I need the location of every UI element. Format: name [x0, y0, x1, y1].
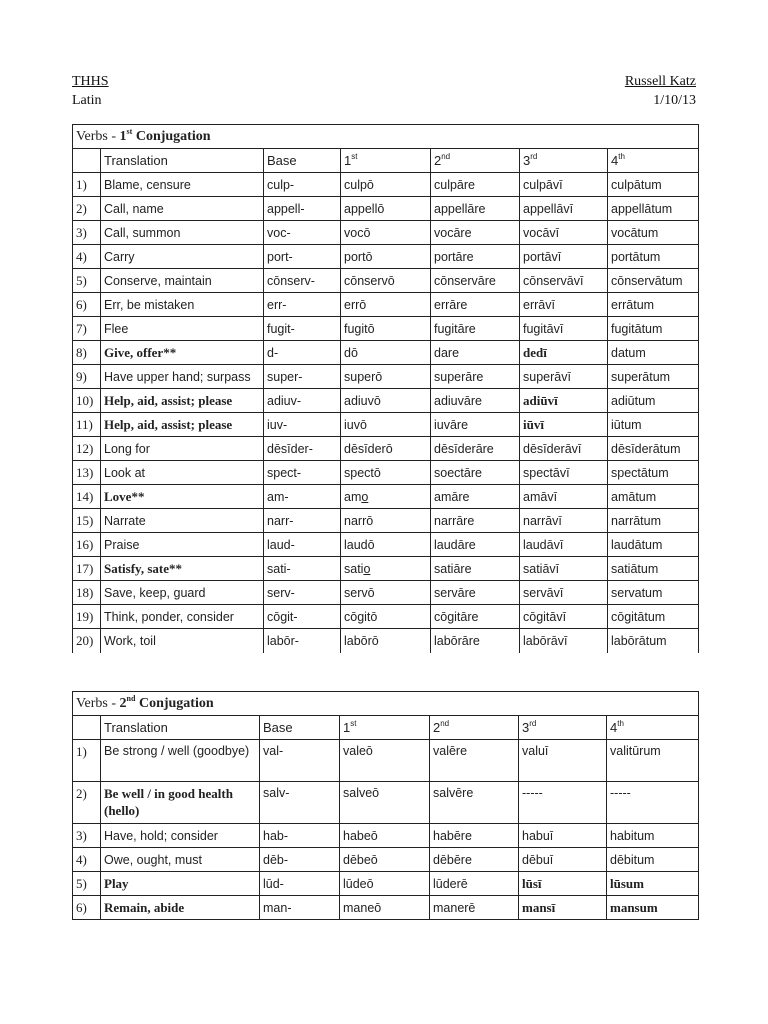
- second-part-cell: soectāre: [431, 461, 520, 485]
- second-part-cell: satiāre: [431, 557, 520, 581]
- table-title: Verbs - 1st Conjugation: [73, 125, 699, 149]
- base-cell: spect-: [264, 461, 341, 485]
- table-row: [73, 782, 699, 824]
- translation-cell: Help, aid, assist; please: [101, 389, 264, 413]
- document-date: 1/10/13: [653, 93, 696, 108]
- third-part-cell: lūsī: [519, 872, 607, 896]
- translation-cell: Conserve, maintain: [101, 269, 264, 293]
- row-number: 1): [73, 173, 101, 197]
- fourth-part-cell: appellātum: [608, 197, 699, 221]
- table-row: [73, 605, 699, 629]
- fourth-part-cell: fugitātum: [608, 317, 699, 341]
- header-base: Base: [260, 716, 340, 740]
- second-part-cell: portāre: [431, 245, 520, 269]
- second-part-cell: cōnservāre: [431, 269, 520, 293]
- base-cell: fugit-: [264, 317, 341, 341]
- fourth-part-cell: portātum: [608, 245, 699, 269]
- first-part-cell: amo: [341, 485, 431, 509]
- header-third-principal-part: 3rd: [519, 716, 607, 740]
- translation-cell: Carry: [101, 245, 264, 269]
- base-cell: culp-: [264, 173, 341, 197]
- second-part-cell: dare: [431, 341, 520, 365]
- base-cell: adiuv-: [264, 389, 341, 413]
- table-row: [73, 245, 699, 269]
- first-part-cell: salveō: [340, 782, 430, 824]
- translation-cell: Blame, censure: [101, 173, 264, 197]
- second-part-cell: labōrāre: [431, 629, 520, 653]
- table-row: [73, 629, 699, 653]
- base-cell: iuv-: [264, 413, 341, 437]
- header-number-cell: [73, 716, 101, 740]
- first-part-cell: cōgitō: [341, 605, 431, 629]
- row-number: 10): [73, 389, 101, 413]
- first-part-cell: appellō: [341, 197, 431, 221]
- second-part-cell: dēsīderāre: [431, 437, 520, 461]
- first-part-cell: superō: [341, 365, 431, 389]
- second-part-cell: manerē: [430, 896, 519, 920]
- third-part-cell: cōgitāvī: [520, 605, 608, 629]
- base-cell: man-: [260, 896, 340, 920]
- table-header-row: [73, 716, 699, 740]
- table-title: Verbs - 2nd Conjugation: [73, 692, 699, 716]
- second-part-cell: amāre: [431, 485, 520, 509]
- table-row: [73, 269, 699, 293]
- fourth-part-cell: valitūrum: [607, 740, 699, 782]
- first-conjugation-table: [72, 124, 699, 653]
- row-number: 4): [73, 245, 101, 269]
- fourth-part-cell: superātum: [608, 365, 699, 389]
- row-number: 8): [73, 341, 101, 365]
- table-row: [73, 437, 699, 461]
- translation-cell: Narrate: [101, 509, 264, 533]
- fourth-part-cell: habitum: [607, 824, 699, 848]
- table-row: [73, 581, 699, 605]
- fourth-part-cell: cōnservātum: [608, 269, 699, 293]
- base-cell: sati-: [264, 557, 341, 581]
- header-number-cell: [73, 149, 101, 173]
- second-part-cell: vocāre: [431, 221, 520, 245]
- second-part-cell: fugitāre: [431, 317, 520, 341]
- third-part-cell: cōnservāvī: [520, 269, 608, 293]
- second-part-cell: culpāre: [431, 173, 520, 197]
- table-row: [73, 293, 699, 317]
- first-part-cell: vocō: [341, 221, 431, 245]
- translation-cell: Be well / in good health (hello): [101, 782, 260, 824]
- fourth-part-cell: narrātum: [608, 509, 699, 533]
- subject-name: Latin: [72, 93, 102, 108]
- row-number: 3): [73, 824, 101, 848]
- row-number: 12): [73, 437, 101, 461]
- fourth-part-cell: culpātum: [608, 173, 699, 197]
- school-name: THHS: [72, 74, 109, 89]
- translation-cell: Praise: [101, 533, 264, 557]
- row-number: 19): [73, 605, 101, 629]
- second-part-cell: salvēre: [430, 782, 519, 824]
- fourth-part-cell: satiātum: [608, 557, 699, 581]
- first-part-cell: servō: [341, 581, 431, 605]
- table-row: [73, 197, 699, 221]
- table-row: [73, 341, 699, 365]
- second-part-cell: superāre: [431, 365, 520, 389]
- third-part-cell: superāvī: [520, 365, 608, 389]
- base-cell: voc-: [264, 221, 341, 245]
- second-part-cell: adiuvāre: [431, 389, 520, 413]
- translation-cell: Work, toil: [101, 629, 264, 653]
- first-part-cell: iuvō: [341, 413, 431, 437]
- third-part-cell: dēbuī: [519, 848, 607, 872]
- fourth-part-cell: lūsum: [607, 872, 699, 896]
- table-row: [73, 317, 699, 341]
- translation-cell: Give, offer**: [101, 341, 264, 365]
- translation-cell: Help, aid, assist; please: [101, 413, 264, 437]
- base-cell: cōgit-: [264, 605, 341, 629]
- fourth-part-cell: laudātum: [608, 533, 699, 557]
- third-part-cell: appellāvī: [520, 197, 608, 221]
- header-third-principal-part: 3rd: [520, 149, 608, 173]
- first-part-cell: spectō: [341, 461, 431, 485]
- third-part-cell: laudāvī: [520, 533, 608, 557]
- fourth-part-cell: servatum: [608, 581, 699, 605]
- fourth-part-cell: labōrātum: [608, 629, 699, 653]
- third-part-cell: dēsīderāvī: [520, 437, 608, 461]
- third-part-cell: culpāvī: [520, 173, 608, 197]
- first-part-cell: errō: [341, 293, 431, 317]
- base-cell: dēsīder-: [264, 437, 341, 461]
- table-row: [73, 221, 699, 245]
- table-row: [73, 848, 699, 872]
- table-row: [73, 485, 699, 509]
- third-part-cell: narrāvī: [520, 509, 608, 533]
- first-part-cell: valeō: [340, 740, 430, 782]
- base-cell: am-: [264, 485, 341, 509]
- row-number: 14): [73, 485, 101, 509]
- translation-cell: Remain, abide: [101, 896, 260, 920]
- translation-cell: Flee: [101, 317, 264, 341]
- third-part-cell: mansī: [519, 896, 607, 920]
- base-cell: super-: [264, 365, 341, 389]
- fourth-part-cell: adiūtum: [608, 389, 699, 413]
- header-base: Base: [264, 149, 341, 173]
- first-part-cell: dō: [341, 341, 431, 365]
- row-number: 2): [73, 782, 101, 824]
- translation-cell: Love**: [101, 485, 264, 509]
- row-number: 9): [73, 365, 101, 389]
- second-part-cell: lūderē: [430, 872, 519, 896]
- first-part-cell: laudō: [341, 533, 431, 557]
- second-part-cell: cōgitāre: [431, 605, 520, 629]
- third-part-cell: dedī: [520, 341, 608, 365]
- first-part-cell: fugitō: [341, 317, 431, 341]
- table-header-row: [73, 149, 699, 173]
- row-number: 11): [73, 413, 101, 437]
- row-number: 5): [73, 269, 101, 293]
- base-cell: narr-: [264, 509, 341, 533]
- base-cell: salv-: [260, 782, 340, 824]
- translation-cell: Call, summon: [101, 221, 264, 245]
- row-number: 6): [73, 896, 101, 920]
- base-cell: dēb-: [260, 848, 340, 872]
- third-part-cell: iūvī: [520, 413, 608, 437]
- first-part-cell: habeō: [340, 824, 430, 848]
- base-cell: val-: [260, 740, 340, 782]
- first-part-cell: culpō: [341, 173, 431, 197]
- row-number: 13): [73, 461, 101, 485]
- first-part-cell: adiuvō: [341, 389, 431, 413]
- translation-cell: Play: [101, 872, 260, 896]
- fourth-part-cell: dēsīderātum: [608, 437, 699, 461]
- translation-cell: Long for: [101, 437, 264, 461]
- table-row: [73, 557, 699, 581]
- first-part-cell: dēsīderō: [341, 437, 431, 461]
- fourth-part-cell: cōgitātum: [608, 605, 699, 629]
- fourth-part-cell: -----: [607, 782, 699, 824]
- header-left: [72, 72, 109, 110]
- base-cell: d-: [264, 341, 341, 365]
- second-part-cell: iuvāre: [431, 413, 520, 437]
- row-number: 17): [73, 557, 101, 581]
- first-part-cell: narrō: [341, 509, 431, 533]
- third-part-cell: errāvī: [520, 293, 608, 317]
- header-second-principal-part: 2nd: [430, 716, 519, 740]
- first-part-cell: maneō: [340, 896, 430, 920]
- second-part-cell: laudāre: [431, 533, 520, 557]
- base-cell: lūd-: [260, 872, 340, 896]
- translation-cell: Err, be mistaken: [101, 293, 264, 317]
- fourth-part-cell: datum: [608, 341, 699, 365]
- fourth-part-cell: iūtum: [608, 413, 699, 437]
- table-row: [73, 824, 699, 848]
- translation-cell: Have upper hand; surpass: [101, 365, 264, 389]
- translation-cell: Save, keep, guard: [101, 581, 264, 605]
- header-second-principal-part: 2nd: [431, 149, 520, 173]
- translation-cell: Have, hold; consider: [101, 824, 260, 848]
- header-translation: Translation: [101, 149, 264, 173]
- table-row: [73, 461, 699, 485]
- table-title-row: [73, 692, 699, 716]
- translation-cell: Call, name: [101, 197, 264, 221]
- table-row: [73, 872, 699, 896]
- third-part-cell: portāvī: [520, 245, 608, 269]
- row-number: 15): [73, 509, 101, 533]
- header-translation: Translation: [101, 716, 260, 740]
- header-fourth-principal-part: 4th: [608, 149, 699, 173]
- student-name: Russell Katz: [624, 74, 696, 89]
- base-cell: laud-: [264, 533, 341, 557]
- third-part-cell: amāvī: [520, 485, 608, 509]
- row-number: 20): [73, 629, 101, 653]
- row-number: 7): [73, 317, 101, 341]
- translation-cell: Satisfy, sate**: [101, 557, 264, 581]
- translation-cell: Be strong / well (goodbye): [101, 740, 260, 782]
- header-first-principal-part: 1st: [341, 149, 431, 173]
- third-part-cell: satiāvī: [520, 557, 608, 581]
- table-row: [73, 533, 699, 557]
- third-part-cell: labōrāvī: [520, 629, 608, 653]
- second-part-cell: appellāre: [431, 197, 520, 221]
- base-cell: serv-: [264, 581, 341, 605]
- translation-cell: Owe, ought, must: [101, 848, 260, 872]
- fourth-part-cell: spectātum: [608, 461, 699, 485]
- header-right: [625, 72, 696, 110]
- fourth-part-cell: dēbitum: [607, 848, 699, 872]
- third-part-cell: -----: [519, 782, 607, 824]
- row-number: 3): [73, 221, 101, 245]
- first-part-cell: lūdeō: [340, 872, 430, 896]
- second-conjugation-table: [72, 691, 699, 920]
- base-cell: labōr-: [264, 629, 341, 653]
- row-number: 1): [73, 740, 101, 782]
- fourth-part-cell: errātum: [608, 293, 699, 317]
- table-row: [73, 896, 699, 920]
- third-part-cell: spectāvī: [520, 461, 608, 485]
- header-fourth-principal-part: 4th: [607, 716, 699, 740]
- second-part-cell: habēre: [430, 824, 519, 848]
- base-cell: err-: [264, 293, 341, 317]
- first-part-cell: satio: [341, 557, 431, 581]
- base-cell: cōnserv-: [264, 269, 341, 293]
- row-number: 2): [73, 197, 101, 221]
- third-part-cell: valuī: [519, 740, 607, 782]
- fourth-part-cell: amātum: [608, 485, 699, 509]
- third-part-cell: vocāvī: [520, 221, 608, 245]
- table-row: [73, 365, 699, 389]
- second-part-cell: servāre: [431, 581, 520, 605]
- row-number: 5): [73, 872, 101, 896]
- first-part-cell: dēbeō: [340, 848, 430, 872]
- second-part-cell: valēre: [430, 740, 519, 782]
- fourth-part-cell: vocātum: [608, 221, 699, 245]
- base-cell: hab-: [260, 824, 340, 848]
- table-row: [73, 173, 699, 197]
- table-row: [73, 509, 699, 533]
- table-row: [73, 413, 699, 437]
- row-number: 16): [73, 533, 101, 557]
- row-number: 6): [73, 293, 101, 317]
- table-row: [73, 740, 699, 782]
- second-part-cell: narrāre: [431, 509, 520, 533]
- table-title-row: [73, 125, 699, 149]
- third-part-cell: habuī: [519, 824, 607, 848]
- second-part-cell: dēbēre: [430, 848, 519, 872]
- translation-cell: Think, ponder, consider: [101, 605, 264, 629]
- fourth-part-cell: mansum: [607, 896, 699, 920]
- third-part-cell: adiūvī: [520, 389, 608, 413]
- third-part-cell: fugitāvī: [520, 317, 608, 341]
- header-first-principal-part: 1st: [340, 716, 430, 740]
- second-part-cell: errāre: [431, 293, 520, 317]
- base-cell: port-: [264, 245, 341, 269]
- third-part-cell: servāvī: [520, 581, 608, 605]
- first-part-cell: labōrō: [341, 629, 431, 653]
- translation-cell: Look at: [101, 461, 264, 485]
- row-number: 18): [73, 581, 101, 605]
- base-cell: appell-: [264, 197, 341, 221]
- row-number: 4): [73, 848, 101, 872]
- table-row: [73, 389, 699, 413]
- first-part-cell: cōnservō: [341, 269, 431, 293]
- first-part-cell: portō: [341, 245, 431, 269]
